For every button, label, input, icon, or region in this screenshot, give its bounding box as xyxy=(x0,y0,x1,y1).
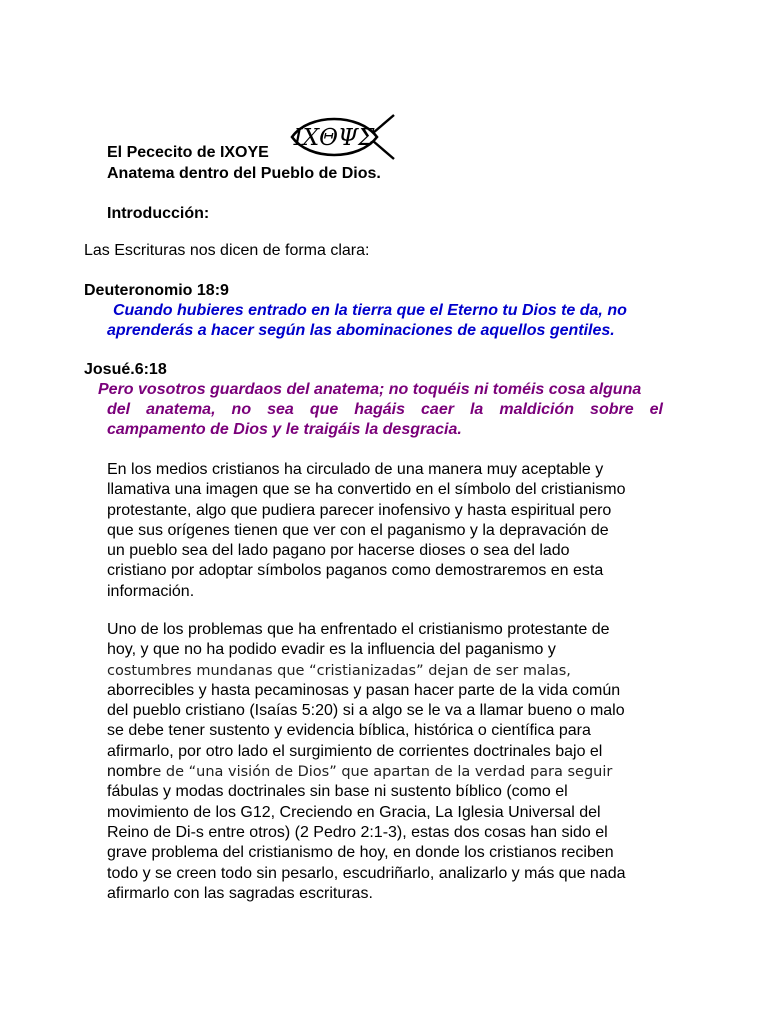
svg-text:IXΘΨΣ: IXΘΨΣ xyxy=(293,125,375,151)
section-heading: Introducción: xyxy=(107,205,210,222)
paragraph-2-line: todo y se creen todo sin pesarlo, escudriñarlo, analizarlo y más que nada xyxy=(107,864,626,882)
paragraph-2-line-part: nombr xyxy=(107,763,153,781)
scripture-quote-1-line-1: Cuando hubieres entrado en la tierra que el Eterno tu Dios te da, no xyxy=(113,302,627,319)
paragraph-2-line: hoy, y que no ha podido evadir es la influencia del paganismo y xyxy=(107,641,556,659)
paragraph-2-line: costumbres mundanas que “cristianizadas” dejan de ser malas, xyxy=(107,662,571,679)
paragraph-2-line: aborrecibles y hasta pecaminosas y pasan hacer parte de la vida común xyxy=(107,681,621,699)
paragraph-2-line: Reino de Di-s entre otros) (2 Pedro 2:1-3), estas dos cosas han sido el xyxy=(107,823,608,841)
paragraph-2-line-mixed xyxy=(107,762,667,782)
paragraph-2-line: del pueblo cristiano (Isaías 5:20) si a algo se le va a llamar bueno o malo xyxy=(107,702,625,720)
paragraph-2-line: fábulas y modas doctrinales sin base ni sustento bíblico (como el xyxy=(107,783,568,801)
document-subtitle: Anatema dentro del Pueblo de Dios. xyxy=(107,165,381,182)
paragraph-2-line: movimiento de los G12, Creciendo en Gracia, La Iglesia Universal del xyxy=(107,803,601,821)
scripture-quote-1-line-2: aprenderás a hacer según las abominaciones de aquellos gentiles. xyxy=(107,322,615,339)
paragraph-2-line: afirmarlo, por otro lado el surgimiento de corrientes doctrinales bajo el xyxy=(107,742,603,760)
scripture-quote-2-line-3: campamento de Dios y le traigáis la desgracia. xyxy=(107,421,462,438)
paragraph-2-line: se debe tener sustento y evidencia bíblica, histórica o científica para xyxy=(107,722,591,740)
paragraph-2-line: afirmarlo con las sagradas escrituras. xyxy=(107,884,373,902)
paragraph-1-line: En los medios cristianos ha circulado de una manera muy aceptable y xyxy=(107,461,604,478)
document-title: El Pececito de IXOYE xyxy=(107,144,269,161)
paragraph-1-line: protestante, algo que pudiera parecer inofensivo y hasta espiritual pero xyxy=(107,501,612,519)
paragraph-2-line: Uno de los problemas que ha enfrentado el cristianismo protestante de xyxy=(107,621,610,638)
paragraph-2 xyxy=(107,620,667,904)
scripture-quote-2-line-2: del anatema, no sea que hagáis caer la maldición sobre el xyxy=(107,401,663,418)
paragraph-2-line-part: e de “una visión de Dios” que apartan de la verdad para seguir xyxy=(152,764,613,781)
paragraph-1-line: que sus orígenes tienen que ver con el paganismo y la depravación de xyxy=(107,521,609,539)
paragraph-1-line: información. xyxy=(107,582,195,600)
intro-line: Las Escrituras nos dicen de forma clara: xyxy=(84,242,370,259)
ichthys-fish-logo xyxy=(289,111,397,163)
scripture-reference-2: Josué.6:18 xyxy=(84,361,167,378)
paragraph-1-line: llamativa una imagen que se ha convertido en el símbolo del cristianismo xyxy=(107,481,626,499)
paragraph-2-line: grave problema del cristianismo de hoy, en donde los cristianos reciben xyxy=(107,844,614,862)
scripture-quote-2-line-1: Pero vosotros guardaos del anatema; no toquéis ni toméis cosa alguna xyxy=(98,381,642,398)
paragraph-1 xyxy=(107,460,667,602)
paragraph-1-line: cristiano por adoptar símbolos paganos como demostraremos en esta xyxy=(107,562,604,580)
scripture-reference-1: Deuteronomio 18:9 xyxy=(84,282,229,299)
paragraph-1-line: un pueblo sea del lado pagano por hacerse dioses o sea del lado xyxy=(107,542,570,560)
